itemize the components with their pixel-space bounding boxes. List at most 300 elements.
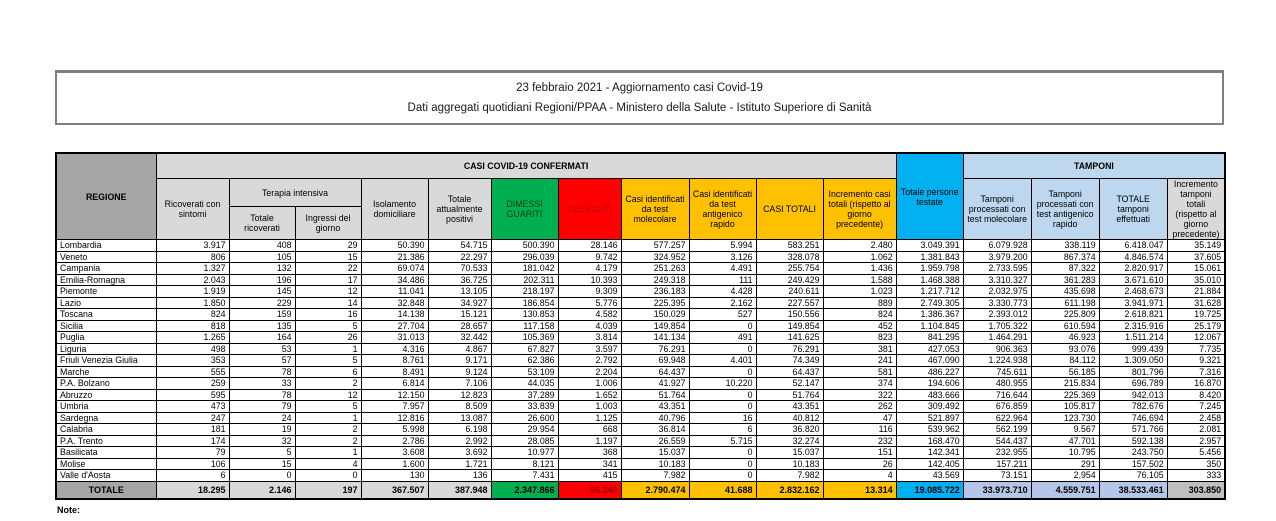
value-cell: 15.061 — [1167, 263, 1225, 275]
table-row — [56, 366, 1225, 378]
value-cell: 7.245 — [1167, 401, 1225, 413]
value-cell: 333 — [1167, 470, 1225, 482]
value-cell: 259 — [156, 378, 229, 390]
region-name-cell: Umbria — [56, 401, 156, 413]
value-cell: 480.955 — [963, 378, 1031, 390]
value-cell: 232 — [823, 435, 896, 447]
totale-value-cell: 2.832.162 — [756, 481, 823, 499]
value-cell: 157.502 — [1099, 458, 1167, 470]
table-row — [56, 355, 1225, 367]
value-cell: 6.418.047 — [1099, 240, 1167, 252]
value-cell: 7.982 — [756, 470, 823, 482]
value-cell: 544.437 — [963, 435, 1031, 447]
value-cell: 2.749.305 — [896, 297, 963, 309]
value-cell: 1.197 — [558, 435, 621, 447]
value-cell: 1.327 — [156, 263, 229, 275]
value-cell: 1.386.367 — [896, 309, 963, 321]
note-label: Note: — [57, 505, 80, 515]
value-cell: 328.078 — [756, 251, 823, 263]
value-cell: 6 — [689, 424, 756, 436]
value-cell: 3.049.391 — [896, 240, 963, 252]
totale-value-cell: 38.533.461 — [1099, 481, 1167, 499]
value-cell: 34.486 — [361, 274, 428, 286]
value-cell: 17 — [295, 274, 361, 286]
value-cell: 0 — [689, 458, 756, 470]
value-cell: 2.792 — [558, 355, 621, 367]
value-cell: 9.171 — [428, 355, 491, 367]
value-cell: 215.834 — [1031, 378, 1099, 390]
header-ingressi-giorno: Ingressi del giorno — [295, 207, 361, 240]
value-cell: 159 — [229, 309, 295, 321]
value-cell: 2 — [295, 378, 361, 390]
value-cell: 324.952 — [621, 251, 689, 263]
value-cell: 196 — [229, 274, 295, 286]
value-cell: 132 — [229, 263, 295, 275]
value-cell: 555 — [156, 366, 229, 378]
value-cell: 15.121 — [428, 309, 491, 321]
value-cell: 26.559 — [621, 435, 689, 447]
totale-value-cell: 387.948 — [428, 481, 491, 499]
value-cell: 31.628 — [1167, 297, 1225, 309]
value-cell: 40.796 — [621, 412, 689, 424]
table-row — [56, 458, 1225, 470]
value-cell: 1.062 — [823, 251, 896, 263]
value-cell: 3.597 — [558, 343, 621, 355]
region-name-cell: Valle d'Aosta — [56, 470, 156, 482]
value-cell: 142.341 — [896, 447, 963, 459]
region-name-cell: P.A. Bolzano — [56, 378, 156, 390]
value-cell: 54.715 — [428, 240, 491, 252]
value-cell: 251.263 — [621, 263, 689, 275]
value-cell: 62.386 — [491, 355, 558, 367]
value-cell: 262 — [823, 401, 896, 413]
value-cell: 2.733.595 — [963, 263, 1031, 275]
table-row — [56, 240, 1225, 252]
value-cell: 240.611 — [756, 286, 823, 298]
value-cell: 10.393 — [558, 274, 621, 286]
value-cell: 610.594 — [1031, 320, 1099, 332]
region-name-cell: Lazio — [56, 297, 156, 309]
value-cell: 79 — [156, 447, 229, 459]
value-cell: 26 — [295, 332, 361, 344]
value-cell: 782.676 — [1099, 401, 1167, 413]
value-cell: 611.198 — [1031, 297, 1099, 309]
value-cell: 51.764 — [621, 389, 689, 401]
value-cell: 5.994 — [689, 240, 756, 252]
value-cell: 16.870 — [1167, 378, 1225, 390]
value-cell: 225.395 — [621, 297, 689, 309]
value-cell: 36.814 — [621, 424, 689, 436]
header-persone-testate: Totale persone testate — [896, 153, 963, 240]
value-cell: 2.468.673 — [1099, 286, 1167, 298]
value-cell: 3.310.327 — [963, 274, 1031, 286]
value-cell: 500.390 — [491, 240, 558, 252]
value-cell: 37.605 — [1167, 251, 1225, 263]
value-cell: 130.853 — [491, 309, 558, 321]
value-cell: 243.750 — [1099, 447, 1167, 459]
value-cell: 350 — [1167, 458, 1225, 470]
value-cell: 12 — [295, 286, 361, 298]
value-cell: 2 — [295, 424, 361, 436]
value-cell: 79 — [229, 401, 295, 413]
value-cell: 3.671.610 — [1099, 274, 1167, 286]
totale-value-cell: 2.790.474 — [621, 481, 689, 499]
value-cell: 41.927 — [621, 378, 689, 390]
header-casi-confermati: CASI COVID-19 CONFERMATI — [156, 153, 896, 179]
value-cell: 150.556 — [756, 309, 823, 321]
report-title-source-line: Dati aggregati quotidiani Regioni/PPAA - Ministero della Salute - Istituto Superiore di Sanità — [407, 102, 872, 115]
value-cell: 10.795 — [1031, 447, 1099, 459]
value-cell: 13.105 — [428, 286, 491, 298]
totale-value-cell: 13.314 — [823, 481, 896, 499]
value-cell: 12.823 — [428, 389, 491, 401]
header-incremento-tamponi: Incremento tamponi totali (rispetto al giorno precedente) — [1167, 179, 1225, 240]
region-name-cell: Lombardia — [56, 240, 156, 252]
value-cell: 67.827 — [491, 343, 558, 355]
value-cell: 145 — [229, 286, 295, 298]
value-cell: 539.962 — [896, 424, 963, 436]
value-cell: 8.491 — [361, 366, 428, 378]
value-cell: 157.211 — [963, 458, 1031, 470]
value-cell: 28.146 — [558, 240, 621, 252]
value-cell: 1.850 — [156, 297, 229, 309]
value-cell: 5.456 — [1167, 447, 1225, 459]
value-cell: 1.511.214 — [1099, 332, 1167, 344]
value-cell: 4.316 — [361, 343, 428, 355]
value-cell: 999.439 — [1099, 343, 1167, 355]
value-cell: 1.309.050 — [1099, 355, 1167, 367]
value-cell: 16 — [689, 412, 756, 424]
value-cell: 21.386 — [361, 251, 428, 263]
value-cell: 696.789 — [1099, 378, 1167, 390]
value-cell: 8.761 — [361, 355, 428, 367]
value-cell: 2.032.975 — [963, 286, 1031, 298]
value-cell: 32.274 — [756, 435, 823, 447]
value-cell: 473 — [156, 401, 229, 413]
value-cell: 7.957 — [361, 401, 428, 413]
value-cell: 668 — [558, 424, 621, 436]
value-cell: 3.917 — [156, 240, 229, 252]
value-cell: 0 — [689, 343, 756, 355]
value-cell: 577.257 — [621, 240, 689, 252]
value-cell: 581 — [823, 366, 896, 378]
value-cell: 1.652 — [558, 389, 621, 401]
value-cell: 105.817 — [1031, 401, 1099, 413]
value-cell: 117.158 — [491, 320, 558, 332]
totale-row — [56, 481, 1225, 499]
value-cell: 4.039 — [558, 320, 621, 332]
value-cell: 9.567 — [1031, 424, 1099, 436]
table-row — [56, 332, 1225, 344]
value-cell: 4.582 — [558, 309, 621, 321]
value-cell: 50.390 — [361, 240, 428, 252]
value-cell: 592.138 — [1099, 435, 1167, 447]
value-cell: 12.067 — [1167, 332, 1225, 344]
region-name-cell: Calabria — [56, 424, 156, 436]
value-cell: 236.183 — [621, 286, 689, 298]
value-cell: 4.428 — [689, 286, 756, 298]
value-cell: 151 — [823, 447, 896, 459]
value-cell: 4.401 — [689, 355, 756, 367]
value-cell: 35.010 — [1167, 274, 1225, 286]
value-cell: 1.381.843 — [896, 251, 963, 263]
value-cell: 247 — [156, 412, 229, 424]
value-cell: 1.588 — [823, 274, 896, 286]
value-cell: 1.705.322 — [963, 320, 1031, 332]
value-cell: 10.220 — [689, 378, 756, 390]
value-cell: 1.125 — [558, 412, 621, 424]
header-totale-ricoverati: Totale ricoverati — [229, 207, 295, 240]
value-cell: 28.085 — [491, 435, 558, 447]
value-cell: 149.854 — [621, 320, 689, 332]
value-cell: 9.321 — [1167, 355, 1225, 367]
value-cell: 1.265 — [156, 332, 229, 344]
value-cell: 4 — [295, 458, 361, 470]
value-cell: 84.112 — [1031, 355, 1099, 367]
value-cell: 78 — [229, 389, 295, 401]
header-tamponi-antigenico: Tamponi processati con test antigenico rapido — [1031, 179, 1099, 240]
value-cell: 338.119 — [1031, 240, 1099, 252]
value-cell: 249.318 — [621, 274, 689, 286]
value-cell: 1 — [295, 343, 361, 355]
value-cell: 361.283 — [1031, 274, 1099, 286]
value-cell: 241 — [823, 355, 896, 367]
value-cell: 2 — [295, 435, 361, 447]
value-cell: 0 — [689, 389, 756, 401]
region-name-cell: Veneto — [56, 251, 156, 263]
table-row — [56, 309, 1225, 321]
value-cell: 12 — [295, 389, 361, 401]
value-cell: 76.291 — [756, 343, 823, 355]
value-cell: 26.600 — [491, 412, 558, 424]
value-cell: 76.105 — [1099, 470, 1167, 482]
value-cell: 2.786 — [361, 435, 428, 447]
value-cell: 194.606 — [896, 378, 963, 390]
value-cell: 69.074 — [361, 263, 428, 275]
value-cell: 255.754 — [756, 263, 823, 275]
value-cell: 53.109 — [491, 366, 558, 378]
value-cell: 1.468.388 — [896, 274, 963, 286]
header-totale-tamponi: TOTALE tamponi effettuati — [1099, 179, 1167, 240]
totale-value-cell: 19.085.722 — [896, 481, 963, 499]
value-cell: 47 — [823, 412, 896, 424]
value-cell: 3.979.200 — [963, 251, 1031, 263]
value-cell: 1.919 — [156, 286, 229, 298]
value-cell: 4.179 — [558, 263, 621, 275]
value-cell: 571.766 — [1099, 424, 1167, 436]
value-cell: 19 — [229, 424, 295, 436]
value-cell: 1.104.845 — [896, 320, 963, 332]
value-cell: 889 — [823, 297, 896, 309]
header-casi-molecolare: Casi identificati da test molecolare — [621, 179, 689, 240]
value-cell: 583.251 — [756, 240, 823, 252]
value-cell: 3.814 — [558, 332, 621, 344]
value-cell: 24 — [229, 412, 295, 424]
value-cell: 26 — [823, 458, 896, 470]
value-cell: 218.197 — [491, 286, 558, 298]
region-name-cell: Sicilia — [56, 320, 156, 332]
value-cell: 57 — [229, 355, 295, 367]
value-cell: 43.351 — [756, 401, 823, 413]
value-cell: 52.147 — [756, 378, 823, 390]
value-cell: 227.557 — [756, 297, 823, 309]
value-cell: 22 — [295, 263, 361, 275]
value-cell: 32.848 — [361, 297, 428, 309]
value-cell: 381 — [823, 343, 896, 355]
table-row — [56, 447, 1225, 459]
header-tamponi-molecolare: Tamponi processati con test molecolare — [963, 179, 1031, 240]
table-row — [56, 378, 1225, 390]
value-cell: 7.982 — [621, 470, 689, 482]
header-isolamento: Isolamento domiciliare — [361, 179, 428, 240]
region-name-cell: Friuli Venezia Giulia — [56, 355, 156, 367]
value-cell: 3.692 — [428, 447, 491, 459]
value-cell: 225.809 — [1031, 309, 1099, 321]
totale-value-cell: 18.295 — [156, 481, 229, 499]
value-cell: 2.162 — [689, 297, 756, 309]
value-cell: 745.611 — [963, 366, 1031, 378]
value-cell: 2.458 — [1167, 412, 1225, 424]
totale-value-cell: 33.973.710 — [963, 481, 1031, 499]
value-cell: 31.013 — [361, 332, 428, 344]
value-cell: 11.041 — [361, 286, 428, 298]
value-cell: 6.198 — [428, 424, 491, 436]
value-cell: 4 — [823, 470, 896, 482]
totale-value-cell: 41.688 — [689, 481, 756, 499]
value-cell: 51.764 — [756, 389, 823, 401]
table-row — [56, 297, 1225, 309]
table-row — [56, 263, 1225, 275]
value-cell: 174 — [156, 435, 229, 447]
value-cell: 2.315.916 — [1099, 320, 1167, 332]
header-casi-antigenico: Casi identificati da test antigenico rapido — [689, 179, 756, 240]
value-cell: 3.941.971 — [1099, 297, 1167, 309]
value-cell: 105.369 — [491, 332, 558, 344]
value-cell: 8.420 — [1167, 389, 1225, 401]
value-cell: 21.884 — [1167, 286, 1225, 298]
header-attualmente-positivi: Totale attualmente positivi — [428, 179, 491, 240]
header-casi-totali: CASI TOTALI — [756, 179, 823, 240]
value-cell: 806 — [156, 251, 229, 263]
value-cell: 15 — [295, 251, 361, 263]
value-cell: 486.227 — [896, 366, 963, 378]
value-cell: 64.437 — [621, 366, 689, 378]
value-cell: 73.151 — [963, 470, 1031, 482]
value-cell: 5.776 — [558, 297, 621, 309]
value-cell: 1 — [295, 447, 361, 459]
value-cell: 942.013 — [1099, 389, 1167, 401]
value-cell: 415 — [558, 470, 621, 482]
value-cell: 36.725 — [428, 274, 491, 286]
value-cell: 93.076 — [1031, 343, 1099, 355]
region-name-cell: Liguria — [56, 343, 156, 355]
value-cell: 168.470 — [896, 435, 963, 447]
totale-value-cell: 303.850 — [1167, 481, 1225, 499]
value-cell: 35.149 — [1167, 240, 1225, 252]
value-cell: 801.796 — [1099, 366, 1167, 378]
value-cell: 6.814 — [361, 378, 428, 390]
region-name-cell: Basilicata — [56, 447, 156, 459]
value-cell: 6 — [295, 366, 361, 378]
value-cell: 164 — [229, 332, 295, 344]
value-cell: 309.492 — [896, 401, 963, 413]
value-cell: 43.351 — [621, 401, 689, 413]
table-row — [56, 286, 1225, 298]
value-cell: 249.429 — [756, 274, 823, 286]
value-cell: 5 — [295, 320, 361, 332]
report-title-box — [55, 70, 1224, 125]
value-cell: 2.081 — [1167, 424, 1225, 436]
value-cell: 0 — [689, 470, 756, 482]
region-name-cell: Molise — [56, 458, 156, 470]
value-cell: 15.037 — [756, 447, 823, 459]
value-cell: 1.600 — [361, 458, 428, 470]
value-cell: 824 — [156, 309, 229, 321]
value-cell: 16 — [295, 309, 361, 321]
totale-value-cell: 197 — [295, 481, 361, 499]
value-cell: 716.644 — [963, 389, 1031, 401]
value-cell: 10.183 — [621, 458, 689, 470]
value-cell: 2.393.012 — [963, 309, 1031, 321]
value-cell: 150.029 — [621, 309, 689, 321]
value-cell: 296.039 — [491, 251, 558, 263]
value-cell: 70.533 — [428, 263, 491, 275]
totale-label-cell: TOTALE — [56, 481, 156, 499]
value-cell: 53 — [229, 343, 295, 355]
value-cell: 12.816 — [361, 412, 428, 424]
value-cell: 46.923 — [1031, 332, 1099, 344]
value-cell: 7.316 — [1167, 366, 1225, 378]
region-name-cell: Toscana — [56, 309, 156, 321]
value-cell: 74.349 — [756, 355, 823, 367]
value-cell: 130 — [361, 470, 428, 482]
table-row — [56, 274, 1225, 286]
value-cell: 19.725 — [1167, 309, 1225, 321]
region-name-cell: Abruzzo — [56, 389, 156, 401]
value-cell: 14 — [295, 297, 361, 309]
value-cell: 408 — [229, 240, 295, 252]
value-cell: 4.491 — [689, 263, 756, 275]
value-cell: 105 — [229, 251, 295, 263]
value-cell: 867.374 — [1031, 251, 1099, 263]
value-cell: 25.179 — [1167, 320, 1225, 332]
value-cell: 676.859 — [963, 401, 1031, 413]
value-cell: 427.053 — [896, 343, 963, 355]
value-cell: 841.295 — [896, 332, 963, 344]
header-regione: REGIONE — [56, 153, 156, 240]
table-body — [56, 240, 1225, 499]
value-cell: 5 — [229, 447, 295, 459]
table-row — [56, 424, 1225, 436]
value-cell: 562.199 — [963, 424, 1031, 436]
value-cell: 141.625 — [756, 332, 823, 344]
value-cell: 56.185 — [1031, 366, 1099, 378]
value-cell: 435.698 — [1031, 286, 1099, 298]
value-cell: 1.023 — [823, 286, 896, 298]
value-cell: 0 — [689, 401, 756, 413]
value-cell: 3.330.773 — [963, 297, 1031, 309]
region-name-cell: Marche — [56, 366, 156, 378]
totale-value-cell: 367.507 — [361, 481, 428, 499]
value-cell: 10.977 — [491, 447, 558, 459]
value-cell: 5 — [295, 401, 361, 413]
value-cell: 8.121 — [491, 458, 558, 470]
totale-value-cell: 2.347.866 — [491, 481, 558, 499]
table-row — [56, 435, 1225, 447]
region-name-cell: Piemonte — [56, 286, 156, 298]
value-cell: 33 — [229, 378, 295, 390]
value-cell: 2.957 — [1167, 435, 1225, 447]
